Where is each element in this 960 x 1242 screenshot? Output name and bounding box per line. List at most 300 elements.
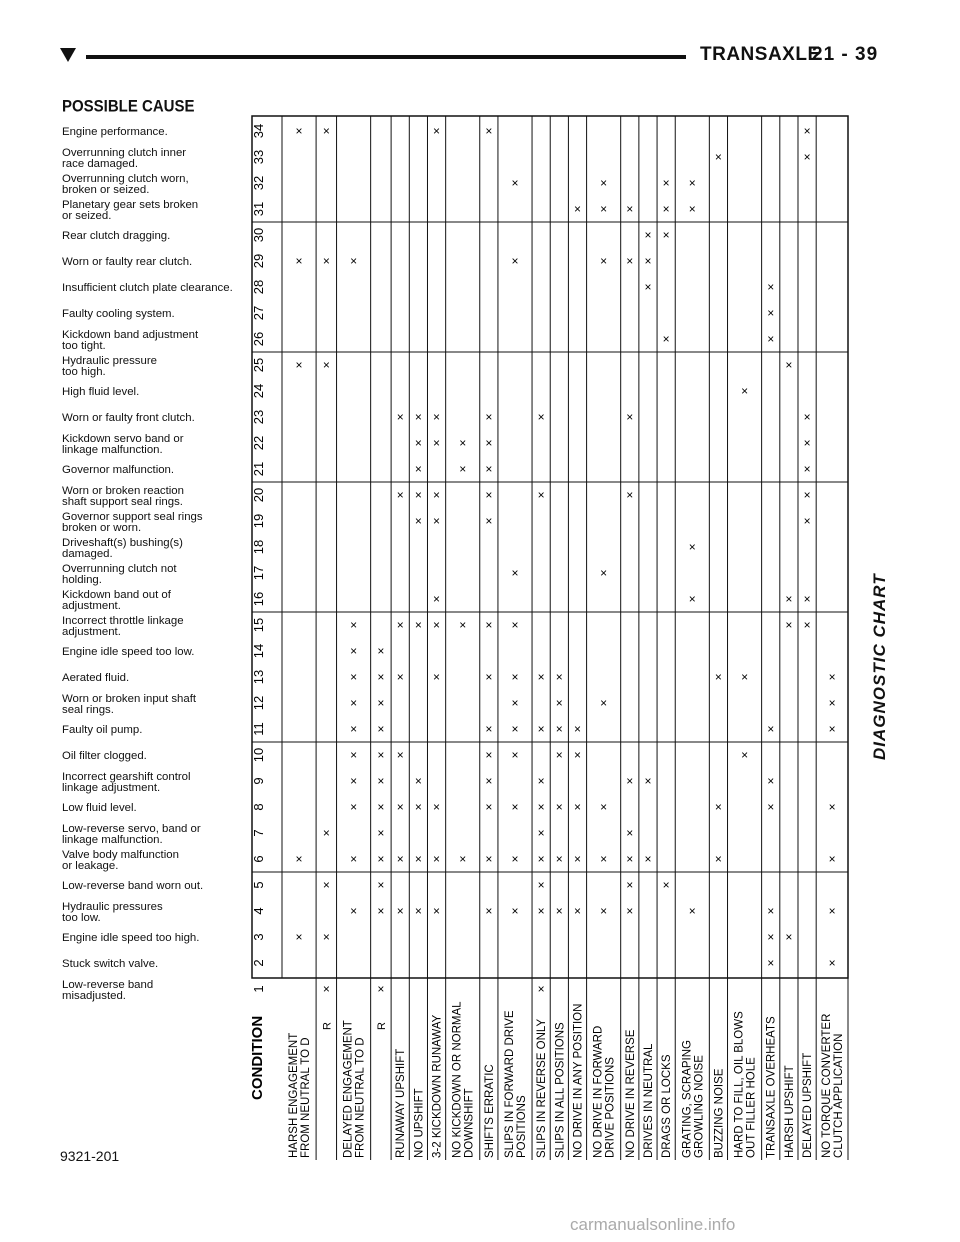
cause-mark: × bbox=[828, 852, 836, 866]
cause-number-label: 1 bbox=[251, 985, 266, 993]
cause-mark: × bbox=[573, 202, 582, 216]
condition-label: NO UPSHIFT bbox=[413, 1088, 426, 1158]
cause-mark: × bbox=[688, 176, 696, 190]
page-number: 21 - 39 bbox=[812, 44, 879, 65]
cause-mark: × bbox=[767, 306, 775, 320]
cause-mark: × bbox=[295, 930, 303, 944]
cause-number-label: 3 bbox=[251, 933, 266, 941]
condition-heading: CONDITION bbox=[249, 1015, 266, 1100]
cause-mark: × bbox=[555, 800, 563, 814]
cause-mark: × bbox=[803, 514, 811, 528]
cause-mark: × bbox=[803, 618, 811, 632]
cause-number-label: 13 bbox=[251, 669, 266, 685]
cause-mark: × bbox=[537, 722, 545, 736]
cause-number-label: 25 bbox=[251, 357, 266, 373]
cause-text: Planetary gear sets broken bbox=[62, 198, 199, 211]
condition-label: SHIFTS ERRATIC bbox=[483, 1064, 496, 1158]
cause-text: Engine idle speed too low. bbox=[62, 646, 195, 659]
cause-mark: × bbox=[322, 826, 330, 840]
cause-mark: × bbox=[485, 488, 493, 502]
condition-label: POSITIONS bbox=[515, 1095, 528, 1158]
cause-mark: × bbox=[626, 254, 634, 268]
condition-label: OUT FILLER HOLE bbox=[745, 1057, 758, 1158]
cause-mark: × bbox=[537, 852, 545, 866]
cause-mark: × bbox=[555, 852, 563, 866]
cause-mark: × bbox=[537, 800, 545, 814]
cause-text: Worn or broken input shaft bbox=[62, 692, 197, 705]
cause-mark: × bbox=[644, 228, 652, 242]
cause-mark: × bbox=[485, 748, 493, 762]
condition-label: NO DRIVE IN FORWARD bbox=[592, 1025, 605, 1158]
cause-mark: × bbox=[433, 592, 441, 606]
cause-mark: × bbox=[573, 722, 582, 736]
cause-mark: × bbox=[414, 462, 422, 476]
cause-mark: × bbox=[377, 904, 385, 918]
cause-mark: × bbox=[485, 800, 493, 814]
cause-mark: × bbox=[377, 644, 385, 658]
cause-text: too tight. bbox=[62, 340, 106, 352]
cause-mark: × bbox=[485, 462, 493, 476]
cause-mark: × bbox=[626, 202, 634, 216]
condition-label: DELAYED UPSHIFT bbox=[802, 1052, 815, 1158]
cause-mark: × bbox=[828, 800, 836, 814]
cause-mark: × bbox=[433, 800, 441, 814]
cause-number-label: 9 bbox=[251, 777, 266, 785]
cause-mark: × bbox=[295, 124, 303, 138]
cause-mark: × bbox=[767, 280, 775, 294]
condition-label: RUNAWAY UPSHIFT bbox=[395, 1048, 408, 1158]
cause-mark: × bbox=[828, 696, 836, 710]
cause-mark: × bbox=[714, 670, 722, 684]
cause-mark: × bbox=[537, 878, 545, 892]
cause-number-label: 22 bbox=[251, 435, 266, 451]
cause-mark: × bbox=[511, 904, 519, 918]
cause-mark: × bbox=[350, 774, 358, 788]
cause-mark: × bbox=[485, 904, 493, 918]
cause-number-label: 20 bbox=[251, 487, 266, 503]
cause-text: Kickdown band adjustment bbox=[62, 328, 199, 341]
cause-number-label: 27 bbox=[251, 305, 266, 321]
cause-mark: × bbox=[433, 852, 441, 866]
cause-mark: × bbox=[322, 358, 330, 372]
cause-text: Governor support seal rings bbox=[62, 510, 203, 523]
cause-mark: × bbox=[644, 852, 652, 866]
cause-number-label: 21 bbox=[251, 461, 266, 477]
cause-mark: × bbox=[414, 488, 422, 502]
cause-mark: × bbox=[511, 176, 519, 190]
cause-mark: × bbox=[396, 670, 404, 684]
cause-mark: × bbox=[322, 254, 330, 268]
cause-number-label: 6 bbox=[251, 855, 266, 863]
cause-mark: × bbox=[828, 722, 836, 736]
cause-number-label: 23 bbox=[251, 409, 266, 425]
cause-mark: × bbox=[377, 774, 385, 788]
cause-mark: × bbox=[785, 358, 793, 372]
cause-mark: × bbox=[414, 852, 422, 866]
cause-text: Worn or faulty front clutch. bbox=[62, 412, 195, 425]
cause-mark: × bbox=[600, 254, 608, 268]
cause-mark: × bbox=[741, 670, 749, 684]
cause-mark: × bbox=[767, 930, 775, 944]
cause-mark: × bbox=[396, 618, 404, 632]
cause-mark: × bbox=[767, 956, 775, 970]
cause-mark: × bbox=[377, 670, 385, 684]
cause-mark: × bbox=[433, 514, 441, 528]
cause-number-label: 32 bbox=[251, 175, 266, 191]
cause-text: Worn or broken reaction bbox=[62, 484, 184, 497]
cause-mark: × bbox=[485, 410, 493, 424]
cause-text: too high. bbox=[62, 366, 106, 378]
cause-text: Aerated fluid. bbox=[62, 672, 130, 685]
cause-mark: × bbox=[537, 904, 545, 918]
cause-mark: × bbox=[537, 826, 545, 840]
cause-mark: × bbox=[377, 800, 385, 814]
cause-number-label: 12 bbox=[251, 695, 266, 711]
cause-mark: × bbox=[414, 436, 422, 450]
condition-label: BUZZING NOISE bbox=[713, 1068, 726, 1158]
cause-mark: × bbox=[688, 540, 696, 554]
condition-label: FROM NEUTRAL TO D bbox=[354, 1037, 367, 1158]
cause-text: Overrunning clutch inner bbox=[62, 146, 187, 159]
cause-mark: × bbox=[459, 462, 467, 476]
cause-text: Stuck switch valve. bbox=[62, 958, 159, 971]
cause-mark: × bbox=[414, 618, 422, 632]
cause-mark: × bbox=[644, 280, 652, 294]
cause-mark: × bbox=[688, 202, 696, 216]
cause-mark: × bbox=[350, 618, 358, 632]
cause-text: seal rings. bbox=[62, 704, 114, 716]
cause-mark: × bbox=[626, 852, 634, 866]
cause-number-label: 29 bbox=[251, 253, 266, 269]
cause-mark: × bbox=[600, 800, 608, 814]
cause-mark: × bbox=[396, 852, 404, 866]
cause-mark: × bbox=[433, 410, 441, 424]
condition-label: SLIPS IN ALL POSITIONS bbox=[554, 1022, 567, 1158]
cause-number-label: 11 bbox=[251, 722, 266, 736]
cause-mark: × bbox=[377, 982, 385, 996]
cause-mark: × bbox=[511, 670, 519, 684]
cause-number-label: 17 bbox=[251, 565, 266, 581]
cause-text: adjustment. bbox=[62, 626, 121, 638]
cause-mark: × bbox=[511, 748, 519, 762]
cause-number-label: 4 bbox=[251, 907, 266, 915]
cause-text: Incorrect throttle linkage bbox=[62, 614, 184, 627]
cause-mark: × bbox=[396, 410, 404, 424]
cause-mark: × bbox=[511, 618, 519, 632]
cause-text: Engine performance. bbox=[62, 126, 168, 139]
cause-mark: × bbox=[485, 124, 493, 138]
condition-label: DRIVES IN NEUTRAL bbox=[642, 1043, 655, 1158]
cause-text: Hydraulic pressure bbox=[62, 354, 157, 367]
cause-mark: × bbox=[828, 670, 836, 684]
cause-text: Valve body malfunction bbox=[62, 848, 179, 861]
cause-mark: × bbox=[600, 852, 608, 866]
cause-mark: × bbox=[377, 878, 385, 892]
cause-text: shaft support seal rings. bbox=[62, 496, 183, 508]
cause-mark: × bbox=[485, 670, 493, 684]
cause-mark: × bbox=[350, 644, 358, 658]
cause-mark: × bbox=[414, 410, 422, 424]
cause-mark: × bbox=[511, 566, 519, 580]
cause-mark: × bbox=[600, 176, 608, 190]
condition-label: TRANSAXLE OVERHEATS bbox=[765, 1016, 778, 1158]
cause-mark: × bbox=[459, 436, 467, 450]
cause-mark: × bbox=[600, 202, 608, 216]
cause-text: linkage malfunction. bbox=[62, 834, 163, 846]
cause-mark: × bbox=[688, 904, 696, 918]
cause-mark: × bbox=[803, 592, 811, 606]
cause-text: Overrunning clutch not bbox=[62, 562, 177, 575]
cause-mark: × bbox=[537, 774, 545, 788]
condition-label: HARD TO FILL, OIL BLOWS bbox=[733, 1011, 746, 1158]
cause-mark: × bbox=[537, 670, 545, 684]
cause-number-label: 16 bbox=[251, 591, 266, 607]
cause-text: broken or seized. bbox=[62, 184, 150, 196]
cause-mark: × bbox=[350, 670, 358, 684]
cause-mark: × bbox=[741, 384, 749, 398]
cause-mark: × bbox=[555, 696, 563, 710]
cause-mark: × bbox=[295, 254, 303, 268]
cause-mark: × bbox=[485, 514, 493, 528]
cause-number-label: 19 bbox=[251, 513, 266, 529]
cause-number-label: 24 bbox=[251, 383, 266, 399]
cause-mark: × bbox=[377, 826, 385, 840]
cause-text: Worn or faulty rear clutch. bbox=[62, 256, 193, 269]
cause-text: Overrunning clutch worn, bbox=[62, 172, 189, 185]
cause-mark: × bbox=[803, 410, 811, 424]
cause-mark: × bbox=[828, 904, 836, 918]
cause-mark: × bbox=[662, 228, 670, 242]
cause-mark: × bbox=[828, 956, 836, 970]
cause-mark: × bbox=[767, 774, 775, 788]
cause-mark: × bbox=[767, 332, 775, 346]
condition-label: GROWLING NOISE bbox=[693, 1055, 706, 1158]
cause-mark: × bbox=[511, 800, 519, 814]
cause-mark: × bbox=[662, 878, 670, 892]
cause-mark: × bbox=[350, 748, 358, 762]
cause-mark: × bbox=[785, 930, 793, 944]
cause-number-label: 31 bbox=[251, 201, 266, 217]
cause-text: Governor malfunction. bbox=[62, 464, 175, 477]
cause-mark: × bbox=[396, 904, 404, 918]
condition-label: GRATING, SCRAPING bbox=[681, 1040, 694, 1158]
cause-mark: × bbox=[414, 514, 422, 528]
cause-text: Rear clutch dragging. bbox=[62, 230, 171, 243]
cause-mark: × bbox=[295, 852, 303, 866]
cause-mark: × bbox=[741, 748, 749, 762]
cause-text: Low-reverse band bbox=[62, 978, 154, 991]
watermark: carmanualsonline.info bbox=[570, 1215, 736, 1234]
cause-mark: × bbox=[537, 982, 545, 996]
cause-mark: × bbox=[396, 488, 404, 502]
condition-label: R bbox=[321, 1022, 334, 1030]
cause-mark: × bbox=[396, 748, 404, 762]
cause-mark: × bbox=[662, 202, 670, 216]
condition-label: DELAYED ENGAGEMENT bbox=[342, 1020, 355, 1158]
cause-mark: × bbox=[433, 618, 441, 632]
cause-mark: × bbox=[350, 722, 358, 736]
cause-mark: × bbox=[626, 410, 634, 424]
cause-mark: × bbox=[511, 852, 519, 866]
cause-mark: × bbox=[295, 358, 303, 372]
cause-mark: × bbox=[662, 176, 670, 190]
cause-mark: × bbox=[377, 696, 385, 710]
cause-text: Low fluid level. bbox=[62, 802, 137, 815]
cause-mark: × bbox=[555, 748, 563, 762]
cause-number-label: 26 bbox=[251, 331, 266, 347]
cause-mark: × bbox=[767, 800, 775, 814]
cause-mark: × bbox=[537, 488, 545, 502]
cause-text: Incorrect gearshift control bbox=[62, 770, 191, 783]
cause-mark: × bbox=[350, 852, 358, 866]
cause-text: or leakage. bbox=[62, 860, 119, 872]
cause-mark: × bbox=[459, 852, 467, 866]
cause-mark: × bbox=[485, 618, 493, 632]
cause-text: linkage malfunction. bbox=[62, 444, 163, 456]
cause-number-label: 15 bbox=[251, 617, 266, 633]
cause-mark: × bbox=[485, 774, 493, 788]
cause-mark: × bbox=[626, 826, 634, 840]
cause-mark: × bbox=[803, 150, 811, 164]
cause-mark: × bbox=[433, 488, 441, 502]
cause-number-label: 10 bbox=[251, 747, 266, 763]
cause-mark: × bbox=[785, 618, 793, 632]
cause-number-label: 5 bbox=[251, 881, 266, 889]
cause-mark: × bbox=[626, 878, 634, 892]
cause-mark: × bbox=[767, 722, 775, 736]
condition-label: HARSH UPSHIFT bbox=[783, 1065, 796, 1158]
cause-mark: × bbox=[537, 410, 545, 424]
condition-label: NO DRIVE IN REVERSE bbox=[624, 1029, 637, 1158]
side-label: DIAGNOSTIC CHART bbox=[870, 573, 889, 760]
cause-mark: × bbox=[485, 852, 493, 866]
cause-text: High fluid level. bbox=[62, 386, 140, 399]
section-title: TRANSAXLE bbox=[700, 44, 821, 65]
cause-text: holding. bbox=[62, 574, 102, 586]
condition-label: FROM NEUTRAL TO D bbox=[300, 1037, 313, 1158]
cause-text: Kickdown band out of bbox=[62, 588, 171, 601]
cause-mark: × bbox=[785, 592, 793, 606]
condition-label: DOWNSHIFT bbox=[463, 1088, 476, 1158]
cause-number-label: 33 bbox=[251, 149, 266, 165]
cause-mark: × bbox=[600, 566, 608, 580]
condition-label: SLIPS IN REVERSE ONLY bbox=[536, 1018, 549, 1158]
cause-mark: × bbox=[414, 774, 422, 788]
cause-mark: × bbox=[626, 904, 634, 918]
cause-number-label: 7 bbox=[251, 829, 266, 837]
cause-mark: × bbox=[485, 436, 493, 450]
condition-label: HARSH ENGAGEMENT bbox=[288, 1032, 301, 1158]
cause-mark: × bbox=[414, 904, 422, 918]
cause-number-label: 18 bbox=[251, 539, 266, 555]
cause-mark: × bbox=[350, 696, 358, 710]
cause-mark: × bbox=[377, 852, 385, 866]
cause-mark: × bbox=[803, 124, 811, 138]
condition-label: NO TORQUE CONVERTER bbox=[821, 1013, 834, 1158]
cause-mark: × bbox=[350, 904, 358, 918]
condition-label: NO KICKDOWN OR NORMAL bbox=[451, 1001, 464, 1158]
cause-mark: × bbox=[573, 800, 582, 814]
cause-mark: × bbox=[662, 332, 670, 346]
cause-mark: × bbox=[433, 124, 441, 138]
cause-mark: × bbox=[573, 904, 582, 918]
cause-text: Low-reverse band worn out. bbox=[62, 880, 204, 893]
cause-mark: × bbox=[803, 436, 811, 450]
condition-label: NO DRIVE IN ANY POSITION bbox=[572, 1003, 585, 1158]
condition-label: R bbox=[375, 1022, 388, 1030]
cause-mark: × bbox=[714, 150, 722, 164]
cause-mark: × bbox=[555, 722, 563, 736]
cause-mark: × bbox=[626, 774, 634, 788]
cause-mark: × bbox=[485, 722, 493, 736]
cause-number-label: 2 bbox=[251, 959, 266, 967]
cause-text: Hydraulic pressures bbox=[62, 900, 163, 913]
cause-mark: × bbox=[714, 800, 722, 814]
cause-mark: × bbox=[414, 800, 422, 814]
cause-mark: × bbox=[644, 254, 652, 268]
cause-mark: × bbox=[573, 852, 582, 866]
cause-mark: × bbox=[433, 436, 441, 450]
cause-mark: × bbox=[644, 774, 652, 788]
cause-mark: × bbox=[459, 618, 467, 632]
cause-number-label: 28 bbox=[251, 279, 266, 295]
cause-text: broken or worn. bbox=[62, 522, 142, 534]
cause-mark: × bbox=[322, 982, 330, 996]
cause-text: damaged. bbox=[62, 548, 113, 560]
cause-mark: × bbox=[626, 488, 634, 502]
cause-text: Kickdown servo band or bbox=[62, 432, 184, 445]
condition-label: SLIPS IN FORWARD DRIVE bbox=[503, 1010, 516, 1158]
cause-mark: × bbox=[803, 488, 811, 502]
cause-mark: × bbox=[396, 800, 404, 814]
cause-text: Faulty cooling system. bbox=[62, 308, 175, 321]
cause-mark: × bbox=[433, 670, 441, 684]
cause-text: Insufficient clutch plate clearance. bbox=[62, 282, 233, 295]
cause-mark: × bbox=[511, 722, 519, 736]
cause-mark: × bbox=[555, 670, 563, 684]
cause-number-label: 14 bbox=[251, 643, 266, 659]
cause-text: Faulty oil pump. bbox=[62, 724, 143, 737]
cause-mark: × bbox=[511, 696, 519, 710]
condition-label: CLUTCH APPLICATION bbox=[833, 1033, 846, 1158]
cause-mark: × bbox=[511, 254, 519, 268]
condition-label: DRIVE POSITIONS bbox=[604, 1057, 617, 1158]
cause-mark: × bbox=[350, 254, 358, 268]
cause-mark: × bbox=[688, 592, 696, 606]
cause-mark: × bbox=[555, 904, 563, 918]
cause-mark: × bbox=[600, 904, 608, 918]
cause-text: Driveshaft(s) bushing(s) bbox=[62, 536, 183, 549]
cause-number-label: 30 bbox=[251, 227, 266, 243]
cause-mark: × bbox=[377, 722, 385, 736]
cause-text: misadjusted. bbox=[62, 990, 126, 1002]
cause-number-label: 34 bbox=[251, 123, 266, 139]
cause-mark: × bbox=[714, 852, 722, 866]
cause-mark: × bbox=[803, 462, 811, 476]
figure-number: 9321-201 bbox=[60, 1148, 120, 1164]
cause-mark: × bbox=[600, 696, 608, 710]
cause-text: too low. bbox=[62, 912, 101, 924]
cause-text: linkage adjustment. bbox=[62, 782, 161, 794]
condition-label: 3-2 KICKDOWN RUNAWAY bbox=[431, 1014, 444, 1158]
cause-mark: × bbox=[573, 748, 582, 762]
cause-text: Engine idle speed too high. bbox=[62, 932, 200, 945]
cause-text: race damaged. bbox=[62, 158, 138, 170]
cause-number-label: 8 bbox=[251, 803, 266, 811]
cause-text: or seized. bbox=[62, 210, 112, 222]
cause-mark: × bbox=[767, 904, 775, 918]
cause-mark: × bbox=[433, 904, 441, 918]
